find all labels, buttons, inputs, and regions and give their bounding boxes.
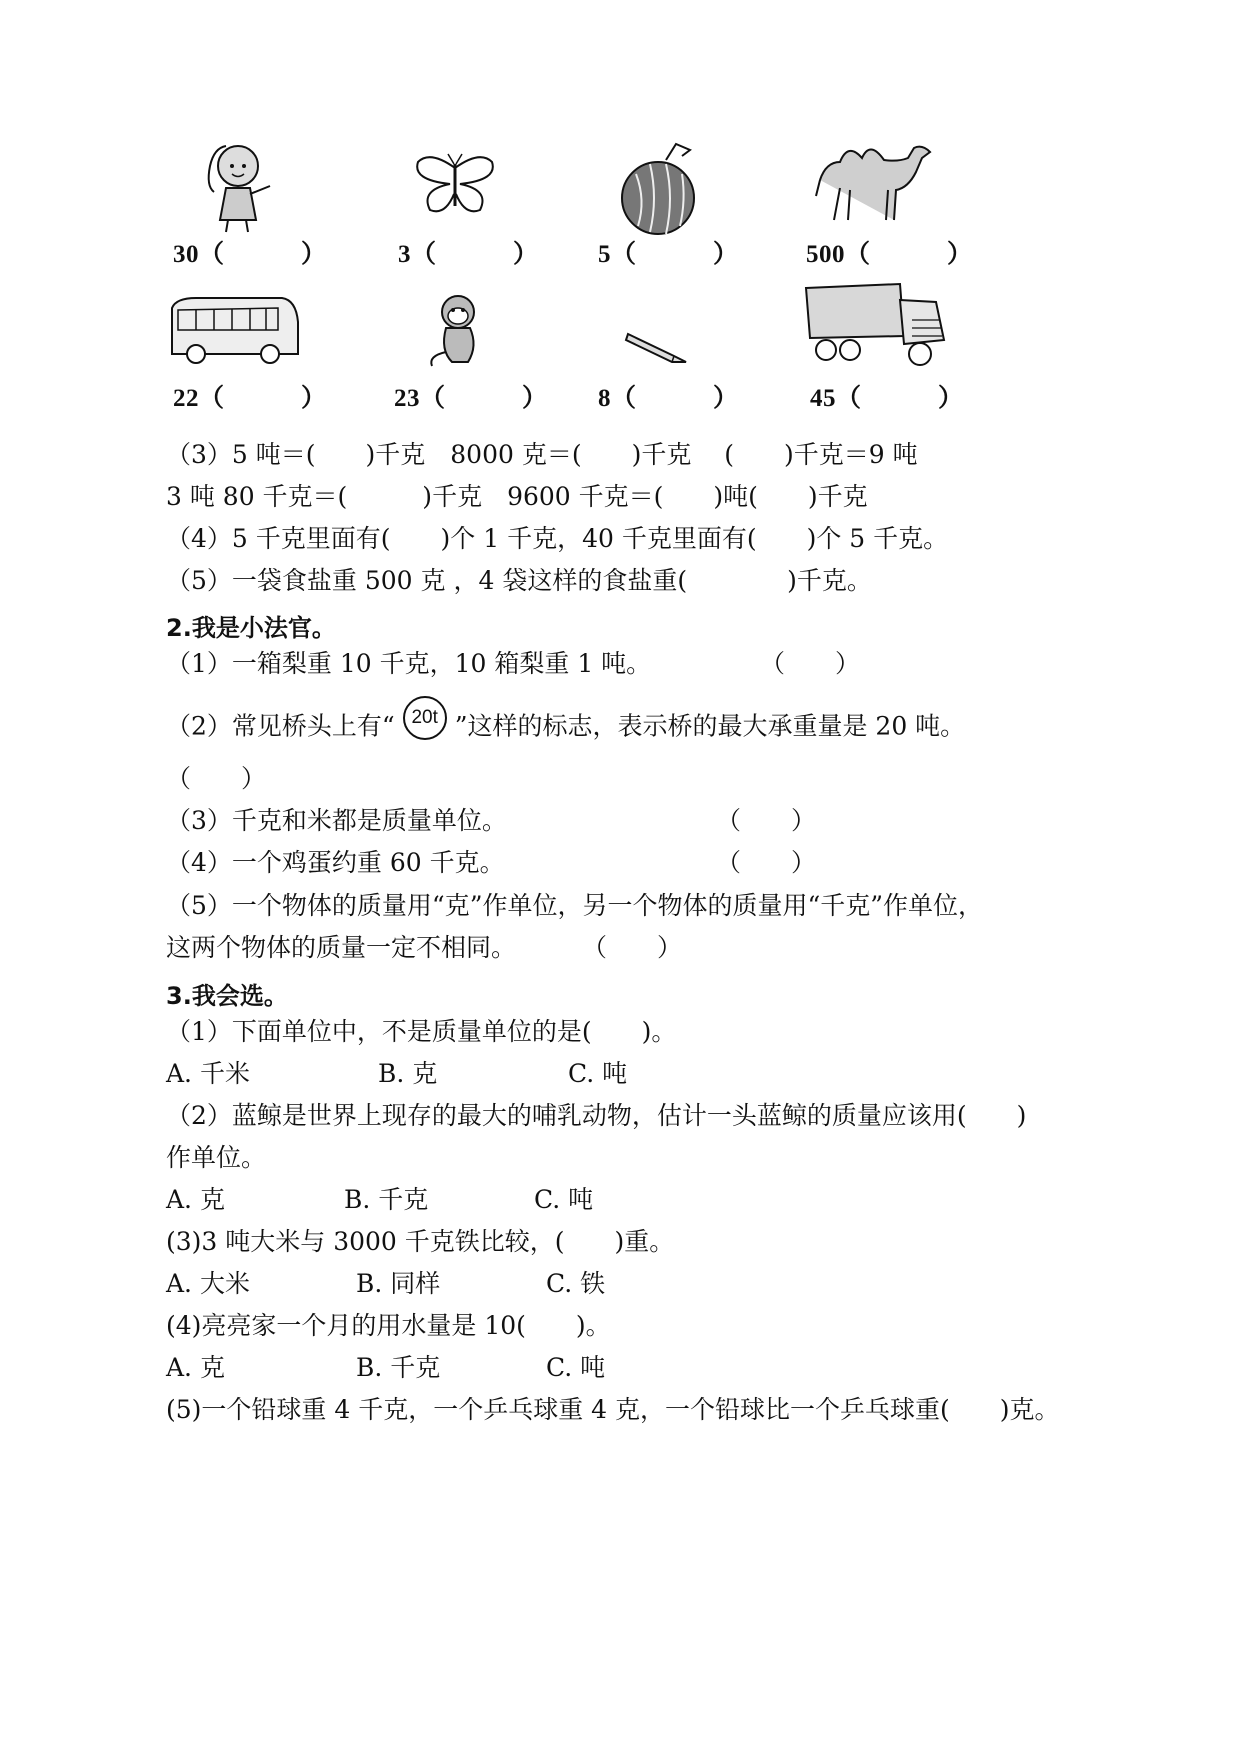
s3-q4: (4)亮亮家一个月的用水量是 10( )。: [166, 1311, 611, 1340]
item-label-watermelon: 5（ ）: [598, 241, 739, 268]
item-label-butterfly: 3（ ）: [398, 241, 539, 268]
s2-q2: [166, 706, 965, 750]
s3-q1: （1）下面单位中，不是质量单位的是( )。: [166, 1017, 677, 1046]
bus-illustration: [166, 292, 304, 370]
s2-q5-line1: （5）一个物体的质量用“克”作单位，另一个物体的质量用“千克”作单位，: [166, 891, 984, 920]
s2-q1-answer: （ ）: [760, 649, 861, 678]
s2-q5-line2: 这两个物体的质量一定不相同。: [166, 933, 517, 962]
s3-q3-option-b: B. 同样: [356, 1269, 441, 1298]
item-label-pencil: 8（ ）: [598, 385, 739, 412]
s3-q2-line1: （2）蓝鲸是世界上现存的最大的哺乳动物，估计一头蓝鲸的质量应该用( ): [166, 1101, 1027, 1130]
s1-q4: （4）5 千克里面有( )个 1 千克，40 千克里面有( )个 5 千克。: [166, 524, 949, 553]
s2-q2-answer: （ ）: [166, 764, 267, 793]
s3-q1-option-a: A. 千米: [166, 1059, 250, 1088]
s1-q5: （5）一袋食盐重 500 克 ，4 袋这样的食盐重( )千克。: [166, 566, 872, 595]
s2-q5-answer: （ ）: [582, 933, 683, 962]
s3-q5: (5)一个铅球重 4 千克，一个乒乓球重 4 克，一个铅球比一个乒乓球重( )克。: [166, 1395, 1060, 1424]
girl-illustration: [196, 136, 286, 236]
s3-q4-option-c: C. 吨: [546, 1353, 606, 1382]
s3-q4-option-a: A. 克: [166, 1353, 225, 1382]
s3-q3-option-a: A. 大米: [166, 1269, 250, 1298]
s2-q1: （1）一箱梨重 10 千克，10 箱梨重 1 吨。: [166, 649, 652, 678]
s2-q3-answer: （ ）: [716, 806, 817, 835]
s2-q2-text-pre: （2）常见桥头上有“: [166, 711, 395, 741]
s3-q2-option-c: C. 吨: [534, 1185, 594, 1214]
item-label-bus: 22（ ）: [173, 385, 327, 412]
s1-q3-line1: （3）5 吨＝( )千克 8000 克＝( )千克 ( )千克＝9 吨: [166, 440, 918, 469]
s2-q4-answer: （ ）: [716, 848, 817, 877]
s3-q1-option-c: C. 吨: [568, 1059, 628, 1088]
item-label-truck: 45（ ）: [810, 385, 964, 412]
section2-heading: 2.我是小法官。: [166, 614, 336, 642]
pencil-illustration: [622, 326, 692, 366]
monkey-illustration: [422, 292, 492, 370]
s3-q1-option-b: B. 克: [378, 1059, 438, 1088]
s2-q4: （4）一个鸡蛋约重 60 千克。: [166, 848, 505, 877]
s3-q3-option-c: C. 铁: [546, 1269, 606, 1298]
truck-illustration: [800, 280, 950, 372]
camel-illustration: [810, 132, 940, 227]
s2-q3: （3）千克和米都是质量单位。: [166, 806, 507, 835]
s2-q2-text-post: ”这样的标志，表示桥的最大承重量是 20 吨。: [454, 711, 966, 741]
bridge-weight-sign-icon: 20t: [403, 696, 447, 740]
item-label-camel: 500（ ）: [806, 241, 973, 268]
s3-q2-line2: 作单位。: [166, 1143, 267, 1172]
section3-heading: 3.我会选。: [166, 982, 288, 1010]
s3-q2-option-a: A. 克: [166, 1185, 225, 1214]
s3-q2-option-b: B. 千克: [344, 1185, 429, 1214]
butterfly-illustration: [410, 150, 500, 220]
item-label-monkey: 23（ ）: [394, 385, 548, 412]
s3-q4-option-b: B. 千克: [356, 1353, 441, 1382]
s1-q3-line2: 3 吨 80 千克＝( )千克 9600 千克＝( )吨( )千克: [166, 482, 868, 511]
item-label-girl: 30（ ）: [173, 241, 327, 268]
watermelon-illustration: [616, 140, 706, 240]
s3-q3: (3)3 吨大米与 3000 千克铁比较，( )重。: [166, 1227, 675, 1256]
